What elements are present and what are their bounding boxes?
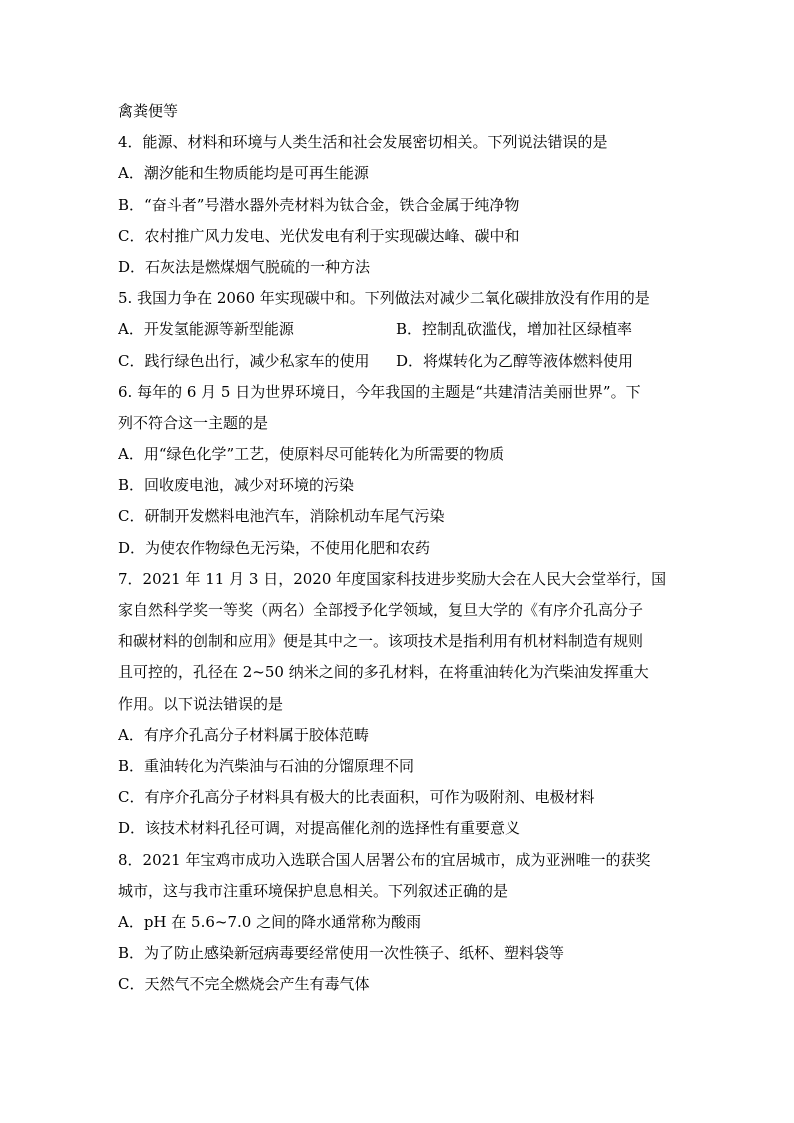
question-7-stem-cont: 和碳材料的创制和应用》便是其中之一。该项技术是指利用有机材料制造有规则: [118, 632, 644, 651]
question-6-option-d: D．为使农作物绿色无污染，不使用化肥和农药: [118, 538, 431, 557]
question-7-option-c: C．有序介孔高分子材料具有极大的比表面积，可作为吸附剂、电极材料: [118, 788, 595, 807]
question-4-option-c: C．农村推广风力发电、光伏发电有利于实现碳达峰、碳中和: [118, 226, 520, 245]
question-7-option-a: A．有序介孔高分子材料属于胶体范畴: [118, 725, 369, 744]
question-4-option-a: A．潮汐能和生物质能均是可再生能源: [118, 164, 369, 183]
question-6-stem-cont: 列不符合这一主题的是: [118, 413, 269, 432]
question-7-stem-cont: 且可控的，孔径在 2~50 纳米之间的多孔材料，在将重油转化为汽柴油发挥重大: [118, 663, 649, 682]
question-8-stem-cont: 城市，这与我市注重环境保护息息相关。下列叙述正确的是: [118, 881, 509, 900]
exam-text-body: [118, 96, 678, 1000]
question-8-stem: 8．2021 年宝鸡市成功入选联合国人居署公布的宜居城市，成为亚洲唯一的获奖: [118, 850, 651, 869]
question-7-option-d: D．该技术材料孔径可调，对提高催化剂的选择性有重要意义: [118, 819, 521, 838]
question-8-option-a: A．pH 在 5.6~7.0 之间的降水通常称为酸雨: [118, 912, 422, 931]
question-4-option-d: D．石灰法是燃煤烟气脱硫的一种方法: [118, 257, 371, 276]
question-4-option-b: B．“奋斗者”号潜水器外壳材料为钛合金，铁合金属于纯净物: [118, 195, 520, 214]
question-8-option-b: B．为了防止感染新冠病毒要经常使用一次性筷子、纸杯、塑料袋等: [118, 944, 565, 963]
question-5-option-a: A．开发氢能源等新型能源: [118, 320, 294, 339]
question-6-option-a: A．用“绿色化学”工艺，使原料尽可能转化为所需要的物质: [118, 445, 505, 464]
question-7-stem: 7．2021 年 11 月 3 日，2020 年度国家科技进步奖励大会在人民大会堂举行，国: [118, 569, 667, 588]
question-5-option-d: D．将煤转化为乙醇等液体燃料使用: [396, 351, 634, 370]
question-7-stem-cont: 家自然科学奖一等奖（两名）全部授予化学领域，复旦大学的《有序介孔高分子: [118, 601, 644, 619]
question-7-option-b: B．重油转化为汽柴油与石油的分馏原理不同: [118, 756, 415, 775]
text-line: 禽粪便等: [118, 102, 179, 120]
question-4-stem: 4．能源、材料和环境与人类生活和社会发展密切相关。下列说法错误的是: [118, 133, 608, 152]
question-5-options-row-2: [118, 346, 678, 377]
question-5-stem: 5. 我国力争在 2060 年实现碳中和。下列做法对减少二氧化碳排放没有作用的是: [118, 289, 650, 308]
question-7-stem-cont: 作用。以下说法错误的是: [118, 694, 284, 713]
question-6-option-b: B．回收废电池，减少对环境的污染: [118, 476, 355, 495]
question-8-option-c: C．天然气不完全燃烧会产生有毒气体: [118, 975, 370, 994]
question-6-stem: 6. 每年的 6 月 5 日为世界环境日，今年我国的主题是“共建清洁美丽世界”。下: [118, 382, 641, 401]
question-5-option-c: C．践行绿色出行，减少私家车的使用: [118, 351, 370, 370]
question-5-options-row-1: [118, 314, 678, 345]
question-6-option-c: C．研制开发燃料电池汽车，消除机动车尾气污染: [118, 507, 445, 526]
question-5-option-b: B．控制乱砍滥伐，增加社区绿植率: [396, 320, 633, 339]
